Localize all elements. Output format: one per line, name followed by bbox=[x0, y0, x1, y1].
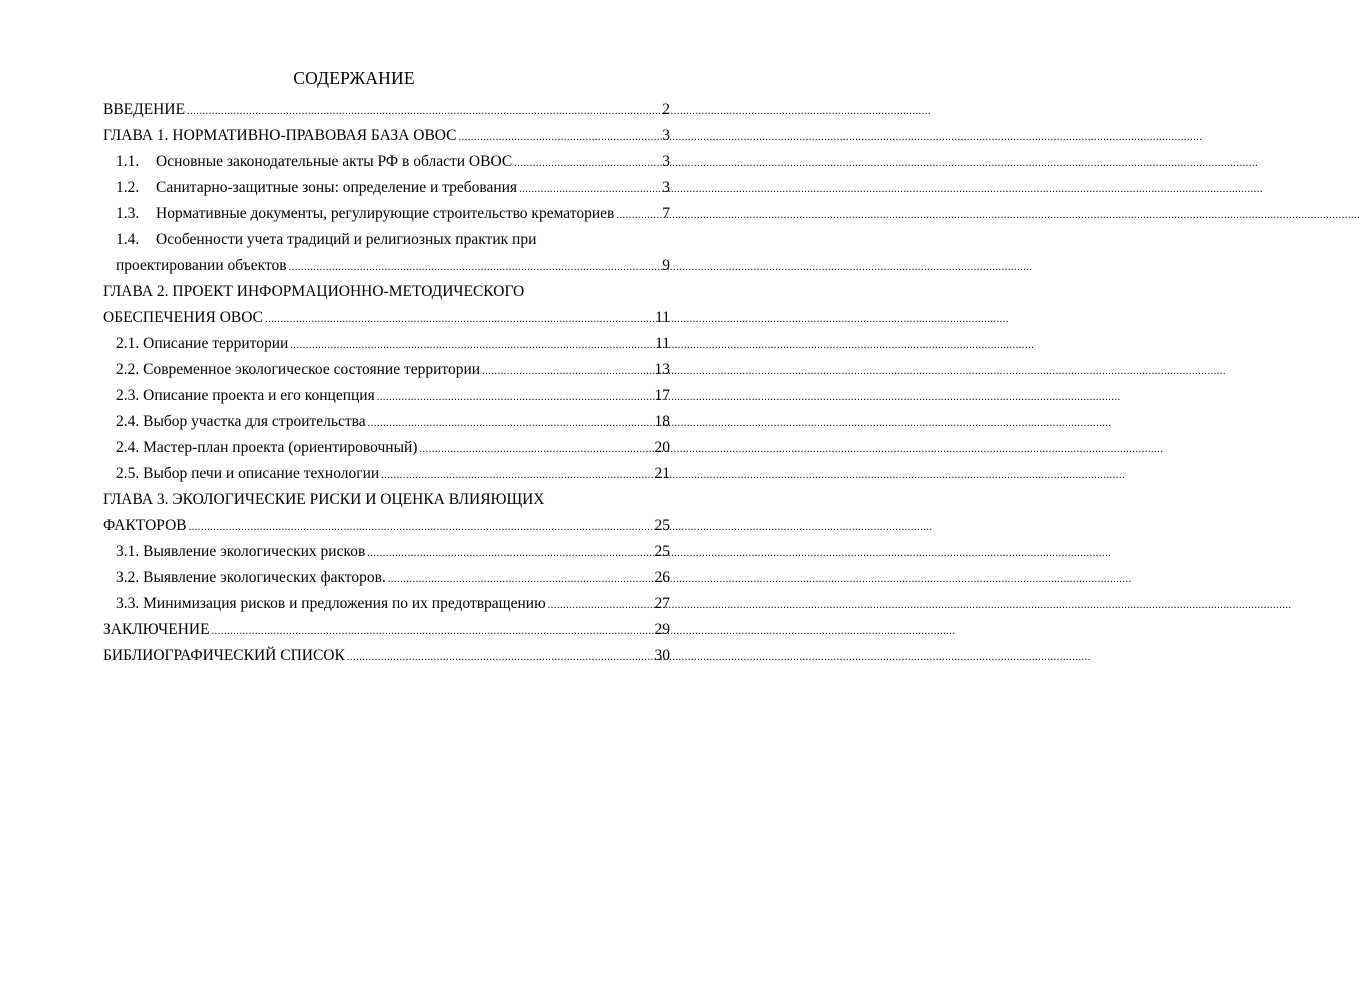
dot-leader bbox=[377, 383, 653, 411]
toc-entry-introduction[interactable] bbox=[103, 97, 670, 123]
toc-entry-label-continued: ОБЕСПЕЧЕНИЯ ОВОС bbox=[103, 309, 263, 326]
toc-page-number: 2 bbox=[662, 101, 670, 118]
toc-entry-number: 1.4. bbox=[116, 231, 140, 248]
toc-entry-label: 2.2. Современное экологическое состояние территории bbox=[116, 361, 481, 378]
toc-entry-chapter-2-line-1[interactable] bbox=[103, 279, 670, 305]
toc-entry-chapter-1[interactable] bbox=[103, 123, 670, 149]
toc-entry-label: Особенности учета традиций и религиозных практик при bbox=[156, 231, 537, 248]
toc-entry-1-4-line-2[interactable] bbox=[103, 253, 670, 279]
toc-page-number: 20 bbox=[654, 439, 670, 456]
toc-entry-chapter-3-line-2[interactable] bbox=[103, 513, 670, 539]
toc-entry-label: 2.3. Описание проекта и его концепция bbox=[116, 387, 375, 404]
toc-page-number: 7 bbox=[662, 205, 670, 222]
toc-page-number: 29 bbox=[654, 621, 670, 638]
toc-entry-label: Основные законодательные акты РФ в области ОВОС bbox=[156, 153, 513, 170]
toc-entry-2-4-site[interactable] bbox=[103, 409, 670, 435]
toc-entry-label: 3.3. Минимизация рисков и предложения по их предотвращению bbox=[116, 595, 546, 612]
dot-leader bbox=[548, 591, 653, 619]
toc-entry-label: 2.4. Мастер-план проекта (ориентировочный) bbox=[116, 439, 418, 456]
toc-entry-3-1[interactable] bbox=[103, 539, 670, 565]
toc-entry-label: 3.1. Выявление экологических рисков bbox=[116, 543, 366, 560]
toc-entry-2-3[interactable] bbox=[103, 383, 670, 409]
toc-entry-label-continued: ФАКТОРОВ bbox=[103, 517, 187, 534]
toc-entry-2-5[interactable] bbox=[103, 461, 670, 487]
toc-entry-label: 3.2. Выявление экологических факторов. bbox=[116, 569, 386, 586]
dot-leader bbox=[381, 461, 652, 489]
toc-entry-chapter-2-line-2[interactable] bbox=[103, 305, 670, 331]
toc-entry-3-3[interactable] bbox=[103, 591, 670, 617]
toc-entry-number: 1.3. bbox=[116, 205, 140, 222]
toc-page-number: 11 bbox=[655, 309, 670, 326]
dot-leader bbox=[290, 331, 653, 359]
toc-entry-chapter-3-line-1[interactable] bbox=[103, 487, 670, 513]
dot-leader bbox=[187, 97, 660, 125]
toc-entry-label: Нормативные документы, регулирующие строительство крематориев bbox=[156, 205, 615, 222]
toc-entry-label: ГЛАВА 1. НОРМАТИВНО-ПРАВОВАЯ БАЗА ОВОС bbox=[103, 127, 457, 144]
dot-leader bbox=[482, 357, 652, 385]
toc-entry-1-3[interactable] bbox=[103, 201, 670, 227]
toc-page-number: 25 bbox=[654, 517, 670, 534]
toc-entry-2-2[interactable] bbox=[103, 357, 670, 383]
toc-entry-1-2[interactable] bbox=[103, 175, 670, 201]
toc-entry-label-continued: проектировании объектов bbox=[116, 257, 287, 274]
toc-entry-label: 2.1. Описание территории bbox=[116, 335, 289, 352]
toc-entry-label: Санитарно-защитные зоны: определение и требования bbox=[156, 179, 518, 196]
toc-page-number: 3 bbox=[662, 127, 670, 144]
toc-entry-label: ГЛАВА 2. ПРОЕКТ ИНФОРМАЦИОННО-МЕТОДИЧЕСКОГО bbox=[103, 283, 525, 300]
dot-leader bbox=[616, 201, 660, 229]
toc-page-number: 25 bbox=[654, 543, 670, 560]
dot-leader bbox=[368, 409, 653, 437]
toc-page-number: 26 bbox=[654, 569, 670, 586]
toc-entry-label: БИБЛИОГРАФИЧЕСКИЙ СПИСОК bbox=[103, 647, 345, 664]
toc-page-number: 17 bbox=[654, 387, 670, 404]
toc-page-number: 9 bbox=[662, 257, 670, 274]
toc-page-number: 18 bbox=[654, 413, 670, 430]
toc-entry-label: ЗАКЛЮЧЕНИЕ bbox=[103, 621, 210, 638]
dot-leader bbox=[289, 253, 661, 281]
dot-leader bbox=[189, 513, 653, 541]
toc-entry-label: ГЛАВА 3. ЭКОЛОГИЧЕСКИЕ РИСКИ И ОЦЕНКА ВЛИЯЮЩИХ bbox=[103, 491, 545, 508]
toc-entry-2-1[interactable] bbox=[103, 331, 670, 357]
toc-page-number: 27 bbox=[654, 595, 670, 612]
toc-page-number: 13 bbox=[654, 361, 670, 378]
toc-entry-conclusion[interactable] bbox=[103, 617, 670, 643]
page-title: СОДЕРЖАНИЕ bbox=[293, 68, 415, 88]
dot-leader bbox=[212, 617, 653, 645]
toc-entry-bibliography[interactable] bbox=[103, 643, 670, 669]
dot-leader bbox=[459, 123, 661, 151]
toc-entry-2-4-master-plan[interactable] bbox=[103, 435, 670, 461]
toc-entry-1-1[interactable] bbox=[103, 149, 670, 175]
table-of-contents bbox=[103, 97, 670, 669]
toc-entry-label: 2.4. Выбор участка для строительства bbox=[116, 413, 366, 430]
toc-entry-number: 1.2. bbox=[116, 179, 140, 196]
toc-page-number: 3 bbox=[662, 179, 670, 196]
toc-entry-label: ВВЕДЕНИЕ bbox=[103, 101, 186, 118]
toc-entry-number: 1.1. bbox=[116, 153, 140, 170]
dot-leader bbox=[388, 565, 653, 593]
toc-entry-3-2[interactable] bbox=[103, 565, 670, 591]
toc-entry-label: 2.5. Выбор печи и описание технологии bbox=[116, 465, 380, 482]
dot-leader bbox=[265, 305, 653, 333]
toc-page-number: 21 bbox=[654, 465, 670, 482]
toc-page-number: 30 bbox=[654, 647, 670, 664]
dot-leader bbox=[347, 643, 653, 671]
dot-leader bbox=[514, 149, 660, 177]
toc-page-number: 11 bbox=[655, 335, 670, 352]
toc-entry-1-4-line-1[interactable] bbox=[103, 227, 670, 253]
toc-page-number: 3 bbox=[662, 153, 670, 170]
dot-leader bbox=[367, 539, 652, 567]
dot-leader bbox=[419, 435, 652, 463]
dot-leader bbox=[519, 175, 660, 203]
